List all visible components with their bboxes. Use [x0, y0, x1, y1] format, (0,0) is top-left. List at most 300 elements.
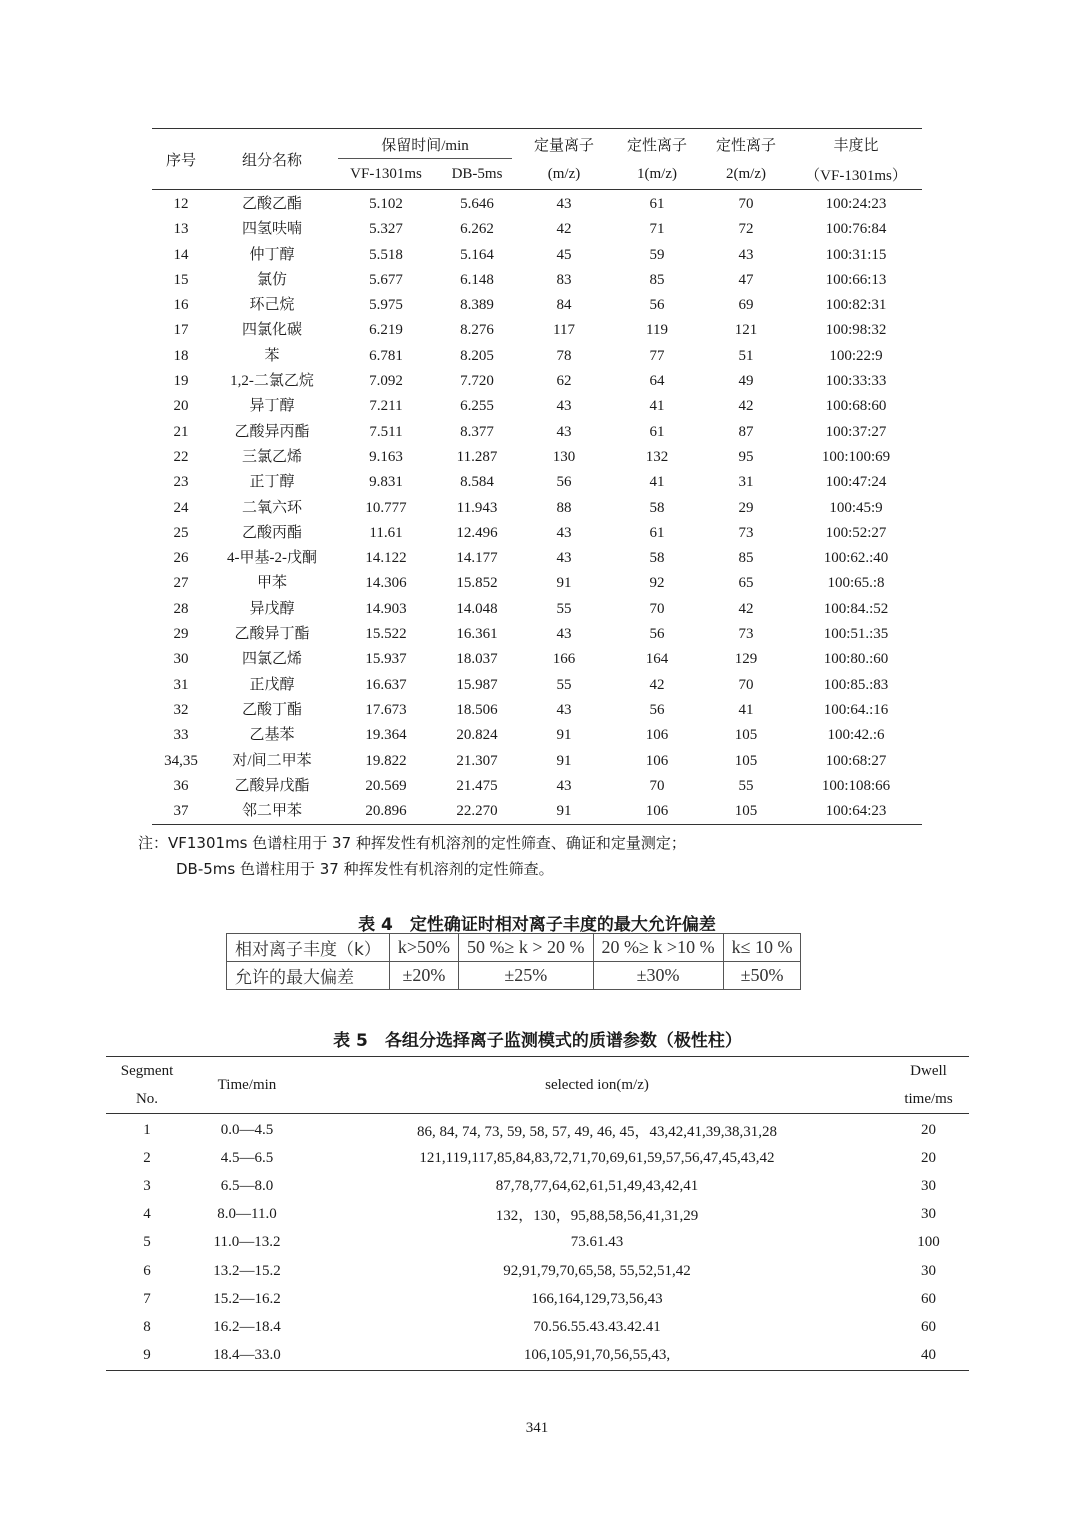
- table-row: [152, 217, 922, 242]
- cell-rt-vf1301: 15.522: [365, 626, 407, 643]
- cell-compound-name: 异戊醇: [249, 600, 295, 617]
- table-row: [152, 571, 922, 596]
- table-row: [106, 1285, 969, 1313]
- cell-index: 20: [173, 398, 189, 415]
- cell-index: 28: [173, 600, 189, 617]
- header-qual-ion-1-unit: 1(m/z): [612, 159, 702, 190]
- header-quant-ion: 定量离子: [516, 129, 612, 160]
- sim-parameters-table: [106, 1056, 969, 1371]
- cell-rt-db5: 18.506: [456, 701, 498, 718]
- table4-tolerance-cell: ±25%: [459, 962, 594, 990]
- cell-qual-ion-2: 70: [738, 196, 754, 212]
- cell-qual-ion-1: 56: [649, 701, 665, 718]
- cell-rt-vf1301: 14.306: [365, 575, 407, 592]
- cell-segment: 9: [106, 1342, 188, 1371]
- cell-qual-ion-1: 132: [645, 448, 669, 465]
- cell-qual-ion-2: 65: [738, 575, 754, 592]
- cell-index: 24: [173, 499, 189, 516]
- table4-range-cell: k>50%: [389, 934, 458, 962]
- cell-qual-ion-1: 56: [649, 297, 665, 314]
- cell-time-range: 0.0—4.5: [220, 1121, 274, 1138]
- cell-compound-name: 氯仿: [256, 271, 287, 288]
- table4-label-tolerance: 允许的最大偏差: [227, 962, 390, 990]
- cell-abundance-ratio: 100:84.:52: [823, 600, 889, 617]
- cell-qual-ion-2: 31: [738, 474, 754, 491]
- cell-abundance-ratio: 100:68:27: [825, 752, 887, 769]
- table-row: [152, 445, 922, 470]
- cell-rt-db5: 7.720: [460, 373, 494, 390]
- cell-quant-ion: 78: [556, 347, 572, 364]
- cell-rt-db5: 15.852: [456, 575, 498, 592]
- cell-qual-ion-1: 61: [649, 196, 665, 212]
- cell-quant-ion: 166: [552, 651, 576, 668]
- table-row: [152, 647, 922, 672]
- cell-qual-ion-2: 87: [738, 423, 754, 440]
- cell-quant-ion: 56: [556, 474, 572, 491]
- table4-row-tolerance: [227, 962, 801, 990]
- cell-quant-ion: 130: [552, 448, 576, 465]
- cell-rt-db5: 22.270: [438, 799, 516, 825]
- cell-segment: 4: [143, 1206, 151, 1223]
- cell-qual-ion-1: 41: [649, 398, 665, 415]
- header-dwell: [888, 1057, 969, 1114]
- cell-index: 18: [173, 347, 189, 364]
- table-row: [152, 470, 922, 495]
- cell-compound-name: 4-甲基-2-戊酮: [227, 550, 317, 567]
- cell-compound-name: 甲苯: [256, 575, 287, 592]
- cell-abundance-ratio: 100:98:32: [825, 322, 887, 339]
- cell-qual-ion-1: 42: [649, 676, 665, 693]
- header-db5: DB-5ms: [438, 159, 516, 190]
- cell-time-range: 16.2—18.4: [213, 1318, 281, 1335]
- cell-rt-db5: 14.177: [456, 550, 498, 567]
- header-ratio: 丰度比: [790, 129, 922, 160]
- table-row: [106, 1229, 969, 1257]
- cell-compound-name: 异丁醇: [249, 398, 295, 415]
- cell-rt-vf1301: 9.163: [369, 448, 403, 465]
- cell-rt-db5: 21.307: [456, 752, 498, 769]
- table-row: [152, 496, 922, 521]
- table-row: [152, 420, 922, 445]
- table-row: [152, 268, 922, 293]
- compound-retention-table: [152, 128, 922, 825]
- table-row: [106, 1257, 969, 1285]
- cell-quant-ion: 91: [516, 799, 612, 825]
- table-row: [152, 318, 922, 343]
- cell-qual-ion-1: 119: [646, 322, 668, 339]
- cell-qual-ion-2: 69: [738, 297, 754, 314]
- cell-compound-name: 二氧六环: [241, 499, 302, 516]
- cell-index: 19: [173, 373, 189, 390]
- table4-tolerance-cell: ±30%: [593, 962, 723, 990]
- cell-qual-ion-1: 64: [649, 373, 665, 390]
- cell-rt-vf1301: 5.327: [369, 221, 403, 238]
- cell-rt-db5: 11.943: [456, 499, 498, 516]
- cell-rt-vf1301: 7.092: [369, 373, 403, 390]
- cell-abundance-ratio: 100:66:13: [825, 271, 887, 288]
- cell-index: 26: [173, 550, 189, 567]
- cell-quant-ion: 55: [556, 676, 572, 693]
- cell-abundance-ratio: 100:45:9: [829, 499, 883, 516]
- cell-abundance-ratio: 100:37:27: [825, 423, 887, 440]
- cell-abundance-ratio: 100:22:9: [829, 347, 883, 364]
- cell-index: 17: [173, 322, 189, 339]
- cell-time-range: 4.5—6.5: [220, 1149, 274, 1166]
- table4-range-cell: 50 %≥ k > 20 %: [459, 934, 594, 962]
- table-row: [152, 723, 922, 748]
- cell-qual-ion-2: 73: [738, 626, 754, 643]
- cell-quant-ion: 43: [556, 626, 572, 643]
- cell-rt-vf1301: 5.975: [369, 297, 403, 314]
- cell-qual-ion-1: 70: [649, 777, 665, 794]
- cell-segment: 7: [143, 1290, 151, 1307]
- cell-index: 32: [173, 701, 189, 718]
- cell-abundance-ratio: 100:64:23: [790, 799, 922, 825]
- cell-index: 37: [152, 799, 210, 825]
- table4-label-abundance: 相对离子丰度（k）: [227, 934, 390, 962]
- cell-selected-ions: 92,91,79,70,65,58, 55,52,51,42: [503, 1262, 691, 1279]
- cell-index: 27: [173, 575, 189, 592]
- table-row: [106, 1313, 969, 1341]
- cell-qual-ion-2: 70: [738, 676, 754, 693]
- cell-quant-ion: 117: [553, 322, 575, 339]
- cell-compound-name: 正丁醇: [249, 474, 295, 491]
- cell-quant-ion: 91: [556, 575, 572, 592]
- header-ratio-column: （VF-1301ms）: [790, 159, 922, 190]
- cell-quant-ion: 43: [556, 524, 572, 541]
- cell-qual-ion-2: 121: [734, 322, 758, 339]
- header-qual-ion-1: 定性离子: [612, 129, 702, 160]
- cell-time-range: 18.4—33.0: [188, 1342, 306, 1371]
- cell-index: 16: [173, 297, 189, 314]
- compound-table-body: [152, 190, 922, 825]
- cell-rt-db5: 8.389: [460, 297, 494, 314]
- cell-time-range: 6.5—8.0: [220, 1177, 274, 1194]
- header-time: Time/min: [188, 1057, 306, 1114]
- cell-rt-db5: 16.361: [456, 626, 498, 643]
- cell-qual-ion-1: 70: [649, 600, 665, 617]
- header-name: 组分名称: [210, 129, 334, 190]
- cell-abundance-ratio: 100:52:27: [825, 524, 887, 541]
- ion-abundance-tolerance-table: [226, 933, 801, 990]
- cell-rt-db5: 18.037: [456, 651, 498, 668]
- cell-dwell-time: 30: [921, 1206, 936, 1223]
- cell-abundance-ratio: 100:85.:83: [823, 676, 889, 693]
- table-row: [152, 369, 922, 394]
- cell-abundance-ratio: 100:24:23: [825, 196, 887, 212]
- cell-index: 21: [173, 423, 189, 440]
- cell-compound-name: 仲丁醇: [249, 246, 295, 263]
- header-quant-ion-unit: (m/z): [516, 159, 612, 190]
- table-row: [106, 1144, 969, 1172]
- cell-abundance-ratio: 100:76:84: [825, 221, 887, 238]
- table-row: [152, 394, 922, 419]
- cell-compound-name: 乙酸异戊酯: [234, 777, 310, 794]
- cell-abundance-ratio: 100:33:33: [825, 373, 887, 390]
- cell-rt-db5: 11.287: [456, 448, 498, 465]
- cell-abundance-ratio: 100:64.:16: [823, 701, 889, 718]
- cell-abundance-ratio: 100:108:66: [821, 777, 891, 794]
- cell-qual-ion-2: 29: [738, 499, 754, 516]
- table-row: [152, 243, 922, 268]
- cell-quant-ion: 43: [556, 550, 572, 567]
- cell-rt-db5: 21.475: [456, 777, 498, 794]
- cell-rt-vf1301: 10.777: [365, 499, 407, 516]
- cell-rt-db5: 6.148: [460, 271, 494, 288]
- cell-segment: 5: [143, 1234, 151, 1251]
- cell-abundance-ratio: 100:68:60: [825, 398, 887, 415]
- cell-rt-vf1301: 17.673: [365, 701, 407, 718]
- cell-qual-ion-2: 105: [734, 727, 758, 744]
- cell-qual-ion-1: 164: [645, 651, 669, 668]
- cell-compound-name: 邻二甲苯: [210, 799, 334, 825]
- cell-compound-name: 正戊醇: [249, 676, 295, 693]
- cell-rt-vf1301: 16.637: [365, 676, 407, 693]
- table5-caption: 表 5 各组分选择离子监测模式的质谱参数（极性柱）: [333, 1031, 742, 1051]
- table-row: [106, 1342, 969, 1371]
- cell-selected-ions: 106,105,91,70,56,55,43,: [306, 1342, 888, 1371]
- cell-quant-ion: 62: [556, 373, 572, 390]
- cell-qual-ion-1: 71: [649, 221, 665, 238]
- header-segment: [106, 1057, 188, 1114]
- cell-qual-ion-2: 42: [738, 398, 754, 415]
- cell-index: 34,35: [164, 752, 198, 769]
- cell-rt-vf1301: 6.219: [369, 322, 403, 339]
- cell-abundance-ratio: 100:31:15: [825, 246, 887, 263]
- sim-table-body: [106, 1114, 969, 1371]
- cell-compound-name: 苯: [264, 347, 280, 364]
- cell-selected-ions: 121,119,117,85,84,83,72,71,70,69,61,59,57,56,47,45,43,42: [419, 1149, 775, 1166]
- table4-caption: 表 4 定性确证时相对离子丰度的最大允许偏差: [358, 915, 716, 935]
- cell-dwell-time: 30: [921, 1262, 936, 1279]
- cell-index: 25: [173, 524, 189, 541]
- cell-abundance-ratio: 100:51.:35: [823, 626, 889, 643]
- table-row: [152, 673, 922, 698]
- cell-rt-vf1301: 7.511: [369, 423, 403, 440]
- cell-qual-ion-1: 61: [649, 524, 665, 541]
- table-row: [152, 774, 922, 799]
- header-vf1301: VF-1301ms: [334, 159, 438, 190]
- cell-compound-name: 四氯乙烯: [241, 651, 302, 668]
- cell-qual-ion-2: 49: [738, 373, 754, 390]
- table4-range-cell: 20 %≥ k >10 %: [593, 934, 723, 962]
- table4-range-cell: k≤ 10 %: [723, 934, 801, 962]
- cell-rt-vf1301: 6.781: [369, 347, 403, 364]
- cell-quant-ion: 43: [556, 196, 572, 212]
- table-row: [106, 1114, 969, 1145]
- cell-qual-ion-2: 85: [738, 550, 754, 567]
- cell-compound-name: 乙酸丁酯: [241, 701, 302, 718]
- cell-quant-ion: 55: [556, 600, 572, 617]
- header-segment-bottom: No.: [135, 1091, 159, 1107]
- cell-rt-vf1301: 11.61: [369, 524, 403, 541]
- cell-rt-db5: 15.987: [456, 676, 498, 693]
- cell-rt-db5: 20.824: [456, 727, 498, 744]
- cell-rt-db5: 8.377: [460, 423, 494, 440]
- cell-dwell-time: 40: [888, 1342, 969, 1371]
- cell-selected-ions: 70.56.55.43.43.42.41: [533, 1318, 661, 1335]
- cell-abundance-ratio: 100:80.:60: [823, 651, 889, 668]
- cell-dwell-time: 30: [921, 1177, 936, 1194]
- cell-dwell-time: 20: [921, 1149, 936, 1166]
- cell-compound-name: 乙酸丙酯: [241, 524, 302, 541]
- cell-selected-ions: 132，130，95,88,58,56,41,31,29: [495, 1208, 699, 1225]
- table-row: [152, 749, 922, 774]
- table-row: [152, 698, 922, 723]
- cell-index: 15: [173, 271, 189, 288]
- cell-compound-name: 乙基苯: [249, 727, 295, 744]
- cell-quant-ion: 83: [556, 271, 572, 288]
- cell-time-range: 11.0—13.2: [213, 1234, 281, 1251]
- cell-compound-name: 环己烷: [249, 297, 295, 314]
- table-row: [152, 799, 922, 825]
- cell-rt-vf1301: 9.831: [369, 474, 403, 491]
- cell-abundance-ratio: 100:47:24: [825, 474, 887, 491]
- cell-qual-ion-2: 51: [738, 347, 754, 364]
- cell-rt-vf1301: 19.364: [365, 727, 407, 744]
- table4-tolerance-cell: ±20%: [389, 962, 458, 990]
- cell-quant-ion: 91: [556, 727, 572, 744]
- cell-qual-ion-1: 61: [649, 423, 665, 440]
- table4-tolerance-cell: ±50%: [723, 962, 801, 990]
- cell-rt-vf1301: 5.102: [369, 196, 403, 212]
- cell-compound-name: 三氯乙烯: [241, 448, 302, 465]
- cell-rt-vf1301: 20.896: [334, 799, 438, 825]
- cell-segment: 2: [143, 1149, 151, 1166]
- cell-qual-ion-1: 58: [649, 550, 665, 567]
- cell-index: 23: [173, 474, 189, 491]
- table-row: [106, 1172, 969, 1200]
- cell-selected-ions: 166,164,129,73,56,43: [531, 1290, 663, 1307]
- cell-rt-db5: 8.205: [460, 347, 494, 364]
- table-row: [152, 622, 922, 647]
- cell-index: 31: [173, 676, 189, 693]
- cell-qual-ion-2: 73: [738, 524, 754, 541]
- cell-segment: 3: [143, 1177, 151, 1194]
- cell-quant-ion: 84: [556, 297, 572, 314]
- header-qual-ion-2-unit: 2(m/z): [702, 159, 790, 190]
- cell-compound-name: 乙酸异丙酯: [234, 423, 310, 440]
- table-row: [152, 546, 922, 571]
- page-number: 341: [525, 1420, 549, 1436]
- cell-abundance-ratio: 100:65.:8: [827, 575, 885, 592]
- table-row: [152, 344, 922, 369]
- cell-qual-ion-1: 106: [645, 727, 669, 744]
- cell-index: 13: [173, 221, 189, 238]
- cell-compound-name: 乙酸乙酯: [241, 196, 302, 212]
- table-row: [152, 521, 922, 546]
- cell-dwell-time: 60: [921, 1318, 936, 1335]
- cell-rt-vf1301: 15.937: [365, 651, 407, 668]
- cell-qual-ion-1: 56: [649, 626, 665, 643]
- cell-qual-ion-2: 105: [702, 799, 790, 825]
- cell-segment: 8: [143, 1318, 151, 1335]
- header-dwell-top: Dwell: [910, 1063, 947, 1079]
- table-note-line-1: 注：VF1301ms 色谱柱用于 37 种挥发性有机溶剂的定性筛查、确证和定量测定；: [138, 834, 686, 852]
- table-row: [152, 293, 922, 318]
- cell-qual-ion-1: 92: [649, 575, 665, 592]
- cell-segment: 6: [143, 1262, 151, 1279]
- cell-qual-ion-1: 106: [645, 752, 669, 769]
- cell-qual-ion-2: 42: [738, 600, 754, 617]
- cell-index: 12: [173, 196, 189, 212]
- cell-rt-db5: 12.496: [456, 524, 498, 541]
- cell-rt-vf1301: 7.211: [369, 398, 403, 415]
- cell-qual-ion-1: 59: [649, 246, 665, 263]
- cell-rt-vf1301: 19.822: [365, 752, 407, 769]
- cell-dwell-time: 20: [921, 1121, 936, 1138]
- cell-dwell-time: 60: [921, 1290, 936, 1307]
- cell-rt-db5: 6.255: [460, 398, 494, 415]
- cell-rt-vf1301: 14.903: [365, 600, 407, 617]
- header-segment-top: Segment: [120, 1063, 174, 1079]
- cell-time-range: 8.0—11.0: [217, 1206, 277, 1223]
- cell-selected-ions: 86, 84, 74, 73, 59, 58, 57, 49, 46, 45，43,42,41,39,38,31,28: [416, 1123, 777, 1140]
- cell-rt-db5: 8.584: [460, 474, 494, 491]
- cell-quant-ion: 45: [556, 246, 572, 263]
- cell-compound-name: 乙酸异丁酯: [234, 626, 310, 643]
- cell-index: 30: [173, 651, 189, 668]
- cell-quant-ion: 43: [556, 701, 572, 718]
- cell-rt-vf1301: 20.569: [365, 777, 407, 794]
- cell-qual-ion-1: 41: [649, 474, 665, 491]
- cell-rt-vf1301: 14.122: [365, 550, 407, 567]
- cell-rt-db5: 14.048: [456, 600, 498, 617]
- cell-rt-vf1301: 5.518: [369, 246, 403, 263]
- cell-compound-name: 对/间二甲苯: [232, 752, 312, 769]
- cell-selected-ions: 87,78,77,64,62,61,51,49,43,42,41: [495, 1177, 699, 1194]
- cell-time-range: 13.2—15.2: [213, 1262, 281, 1279]
- cell-qual-ion-2: 95: [738, 448, 754, 465]
- cell-quant-ion: 43: [556, 398, 572, 415]
- cell-index: 14: [173, 246, 189, 263]
- cell-qual-ion-2: 47: [738, 271, 754, 288]
- cell-dwell-time: 100: [917, 1234, 940, 1251]
- cell-index: 36: [173, 777, 189, 794]
- cell-abundance-ratio: 100:42.:6: [827, 727, 885, 744]
- cell-qual-ion-2: 129: [734, 651, 758, 668]
- cell-quant-ion: 88: [556, 499, 572, 516]
- cell-abundance-ratio: 100:62.:40: [823, 550, 889, 567]
- cell-qual-ion-2: 41: [738, 701, 754, 718]
- cell-index: 22: [173, 448, 189, 465]
- header-qual-ion-2: 定性离子: [702, 129, 790, 160]
- cell-qual-ion-2: 55: [738, 777, 754, 794]
- cell-quant-ion: 43: [556, 777, 572, 794]
- cell-qual-ion-2: 43: [738, 246, 754, 263]
- table-row: [152, 190, 922, 218]
- cell-qual-ion-2: 105: [734, 752, 758, 769]
- cell-abundance-ratio: 100:100:69: [821, 448, 891, 465]
- cell-qual-ion-1: 106: [612, 799, 702, 825]
- cell-time-range: 15.2—16.2: [213, 1290, 281, 1307]
- cell-rt-db5: 8.276: [460, 322, 494, 339]
- cell-abundance-ratio: 100:82:31: [825, 297, 887, 314]
- cell-rt-db5: 6.262: [460, 221, 494, 238]
- cell-quant-ion: 43: [556, 423, 572, 440]
- cell-qual-ion-2: 72: [738, 221, 754, 238]
- cell-index: 33: [173, 727, 189, 744]
- cell-segment: 1: [143, 1121, 151, 1138]
- table-note-line-2: DB-5ms 色谱柱用于 37 种挥发性有机溶剂的定性筛查。: [176, 860, 554, 878]
- table-row: [106, 1201, 969, 1229]
- cell-rt-db5: 5.164: [460, 246, 494, 263]
- header-dwell-bottom: time/ms: [904, 1091, 953, 1107]
- cell-rt-vf1301: 5.677: [369, 271, 403, 288]
- cell-qual-ion-1: 85: [649, 271, 665, 288]
- header-selected-ion: selected ion(m/z): [306, 1057, 888, 1114]
- cell-rt-db5: 5.646: [460, 196, 494, 212]
